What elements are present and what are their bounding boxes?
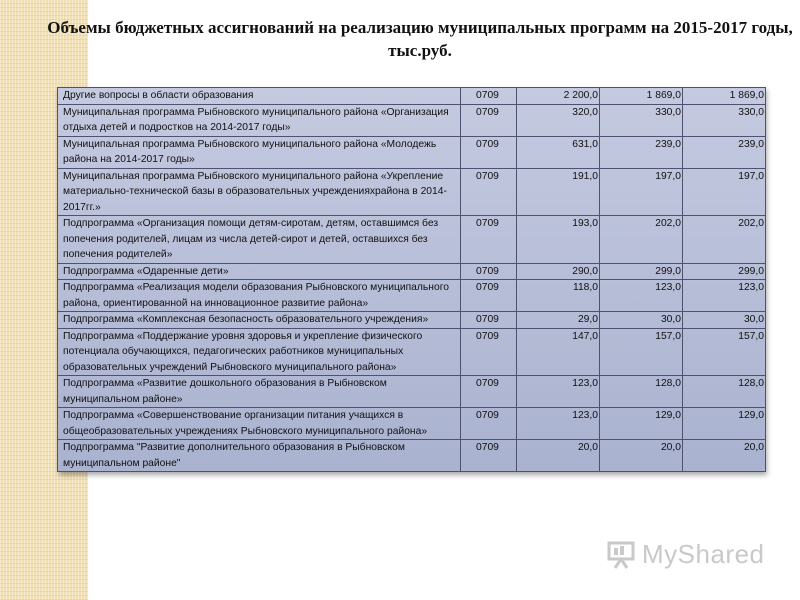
program-name-cell: Муниципальная программа Рыбновского муниципального района «Молодежь района на 2014-2017 годы» bbox=[58, 136, 461, 168]
table-row bbox=[58, 376, 766, 408]
amount-2016-cell: 30,0 bbox=[600, 312, 683, 329]
program-name-cell: Подпрограмма «Одаренные дети» bbox=[58, 263, 461, 280]
page-title: Объемы бюджетных ассигнований на реализацию муниципальных программ на 2015-2017 годы, тыс.руб. bbox=[47, 18, 793, 60]
amount-2017-cell: 1 869,0 bbox=[683, 88, 766, 105]
section-code-cell: 0709 bbox=[461, 168, 517, 216]
section-code-cell: 0709 bbox=[461, 104, 517, 136]
amount-2015-cell: 191,0 bbox=[517, 168, 600, 216]
program-name-cell: Подпрограмма «Поддержание уровня здоровья и укрепление физического потенциала обучающихся, педагогических работников муниципальных образовательных учреждений Рыбновского муниципального района» bbox=[58, 328, 461, 376]
table-row bbox=[58, 136, 766, 168]
amount-2017-cell: 157,0 bbox=[683, 328, 766, 376]
amount-2017-cell: 128,0 bbox=[683, 376, 766, 408]
table-row bbox=[58, 408, 766, 440]
amount-2016-cell: 202,0 bbox=[600, 216, 683, 264]
amount-2015-cell: 631,0 bbox=[517, 136, 600, 168]
table-row bbox=[58, 440, 766, 472]
amount-2016-cell: 330,0 bbox=[600, 104, 683, 136]
program-name-cell: Подпрограмма «Реализация модели образования Рыбновского муниципального района, ориентированной на инновационное развитие района» bbox=[58, 280, 461, 312]
table-row bbox=[58, 168, 766, 216]
amount-2017-cell: 330,0 bbox=[683, 104, 766, 136]
table-row bbox=[58, 328, 766, 376]
amount-2015-cell: 290,0 bbox=[517, 263, 600, 280]
amount-2015-cell: 123,0 bbox=[517, 408, 600, 440]
amount-2017-cell: 197,0 bbox=[683, 168, 766, 216]
section-code-cell: 0709 bbox=[461, 408, 517, 440]
program-name-cell: Подпрограмма «Организация помощи детям-сиротам, детям, оставшимся без попечения родителей, лицам из числа детей-сирот и детей, оставшихся без попечения родителей» bbox=[58, 216, 461, 264]
amount-2017-cell: 202,0 bbox=[683, 216, 766, 264]
watermark bbox=[606, 537, 765, 571]
program-name-cell: Другие вопросы в области образования bbox=[58, 88, 461, 105]
table-row bbox=[58, 216, 766, 264]
amount-2015-cell: 123,0 bbox=[517, 376, 600, 408]
program-name-cell: Подпрограмма «Развитие дошкольного образования в Рыбновском муниципальном районе» bbox=[58, 376, 461, 408]
amount-2015-cell: 29,0 bbox=[517, 312, 600, 329]
program-name-cell: Подпрограмма «Комплексная безопасность образовательного учреждения» bbox=[58, 312, 461, 329]
section-code-cell: 0709 bbox=[461, 88, 517, 105]
amount-2016-cell: 128,0 bbox=[600, 376, 683, 408]
amount-2016-cell: 123,0 bbox=[600, 280, 683, 312]
amount-2015-cell: 20,0 bbox=[517, 440, 600, 472]
program-name-cell: Муниципальная программа Рыбновского муниципального района «Укрепление материально-технической базы в образовательных учрежденияхрайона в 2014-2017гг.» bbox=[58, 168, 461, 216]
amount-2015-cell: 193,0 bbox=[517, 216, 600, 264]
amount-2017-cell: 239,0 bbox=[683, 136, 766, 168]
amount-2017-cell: 129,0 bbox=[683, 408, 766, 440]
amount-2016-cell: 1 869,0 bbox=[600, 88, 683, 105]
table-row bbox=[58, 88, 766, 105]
amount-2017-cell: 299,0 bbox=[683, 263, 766, 280]
amount-2017-cell: 20,0 bbox=[683, 440, 766, 472]
amount-2016-cell: 129,0 bbox=[600, 408, 683, 440]
amount-2016-cell: 239,0 bbox=[600, 136, 683, 168]
amount-2016-cell: 20,0 bbox=[600, 440, 683, 472]
section-code-cell: 0709 bbox=[461, 328, 517, 376]
table-row bbox=[58, 263, 766, 280]
program-name-cell: Муниципальная программа Рыбновского муниципального района «Организация отдыха детей и подростков на 2014-2017 годы» bbox=[58, 104, 461, 136]
budget-table-body bbox=[58, 88, 766, 472]
budget-table bbox=[57, 87, 766, 472]
section-code-cell: 0709 bbox=[461, 280, 517, 312]
budget-table-container bbox=[57, 87, 765, 472]
amount-2015-cell: 147,0 bbox=[517, 328, 600, 376]
amount-2017-cell: 123,0 bbox=[683, 280, 766, 312]
amount-2015-cell: 2 200,0 bbox=[517, 88, 600, 105]
presentation-board-icon bbox=[606, 539, 636, 569]
amount-2016-cell: 197,0 bbox=[600, 168, 683, 216]
table-row bbox=[58, 312, 766, 329]
table-row bbox=[58, 104, 766, 136]
table-row bbox=[58, 280, 766, 312]
section-code-cell: 0709 bbox=[461, 312, 517, 329]
section-code-cell: 0709 bbox=[461, 216, 517, 264]
program-name-cell: Подпрограмма "Развитие дополнительного образования в Рыбновском муниципальном районе" bbox=[58, 440, 461, 472]
section-code-cell: 0709 bbox=[461, 263, 517, 280]
section-code-cell: 0709 bbox=[461, 376, 517, 408]
amount-2015-cell: 118,0 bbox=[517, 280, 600, 312]
amount-2017-cell: 30,0 bbox=[683, 312, 766, 329]
section-code-cell: 0709 bbox=[461, 440, 517, 472]
amount-2016-cell: 157,0 bbox=[600, 328, 683, 376]
program-name-cell: Подпрограмма «Совершенствование организации питания учащихся в общеобразовательных учреждениях Рыбновского муниципального района» bbox=[58, 408, 461, 440]
amount-2016-cell: 299,0 bbox=[600, 263, 683, 280]
section-code-cell: 0709 bbox=[461, 136, 517, 168]
watermark-text: MyShared bbox=[642, 538, 765, 569]
amount-2015-cell: 320,0 bbox=[517, 104, 600, 136]
